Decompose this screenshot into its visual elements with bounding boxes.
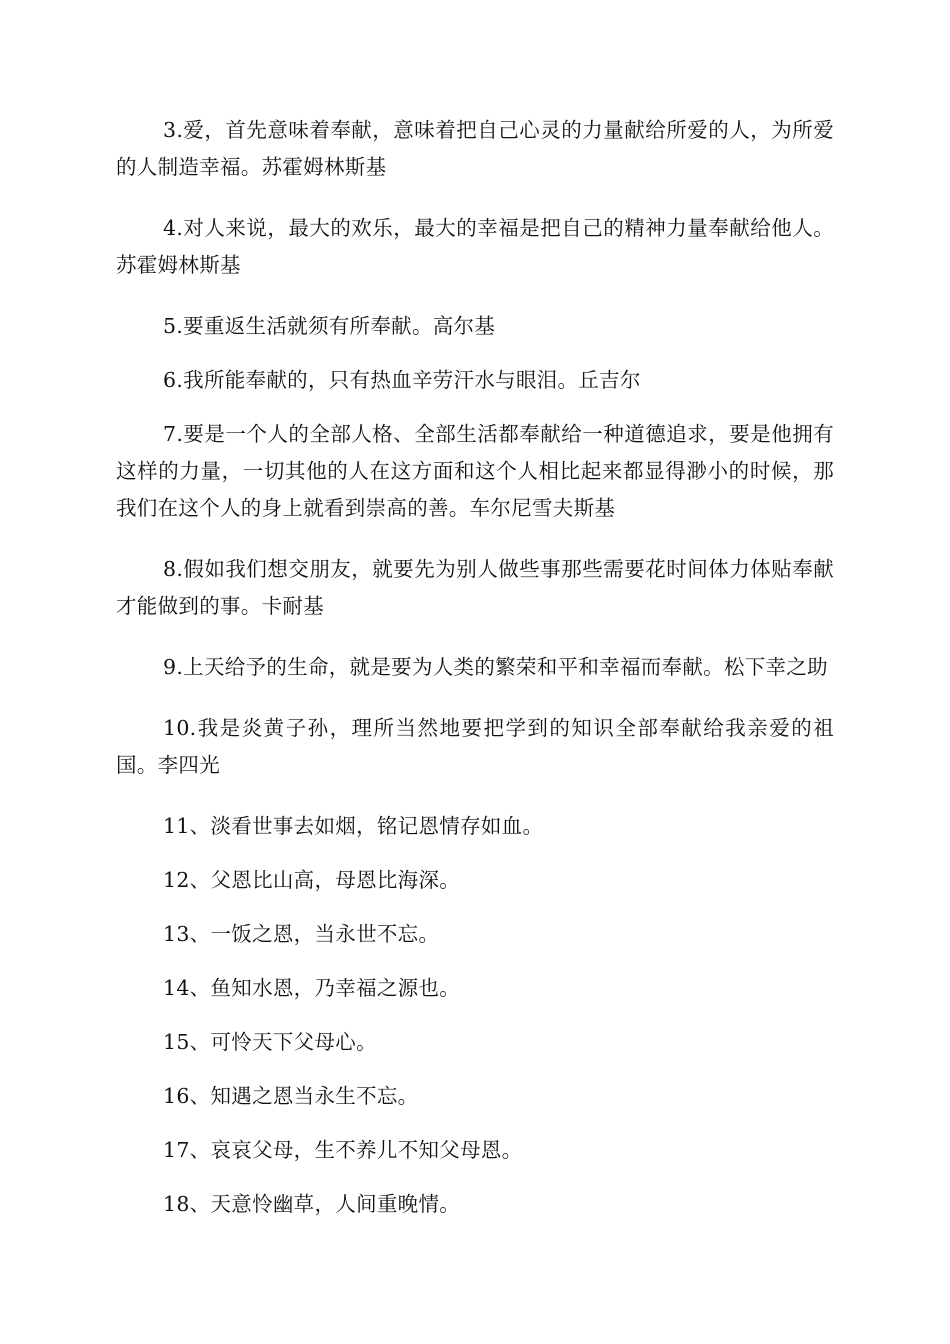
quote-paragraph-5: 5.要重返生活就须有所奉献。高尔基	[163, 314, 496, 338]
quote-paragraph-18: 18、天意怜幽草，人间重晚情。	[163, 1192, 461, 1216]
quote-paragraph-16: 16、知遇之恩当永生不忘。	[163, 1084, 419, 1108]
quote-paragraph-14: 14、鱼知水恩，乃幸福之源也。	[163, 976, 461, 1000]
quote-paragraph-15: 15、可怜天下父母心。	[163, 1030, 377, 1054]
quote-paragraph-11: 11、淡看世事去如烟，铭记恩情存如血。	[163, 814, 544, 838]
quote-paragraph-9: 9.上天给予的生命，就是要为人类的繁荣和平和幸福而奉献。松下幸之助	[163, 655, 828, 679]
quote-paragraph-4: 4.对人来说，最大的欢乐，最大的幸福是把自己的精神力量奉献给他人。苏霍姆林斯基	[116, 216, 834, 277]
quote-paragraph-12: 12、父恩比山高，母恩比海深。	[163, 868, 461, 892]
quote-paragraph-3: 3.爱，首先意味着奉献，意味着把自己心灵的力量献给所爱的人，为所爱的人制造幸福。苏霍姆林斯基	[116, 118, 834, 179]
quote-paragraph-7: 7.要是一个人的全部人格、全部生活都奉献给一种道德追求，要是他拥有这样的力量，一切其他的人在这方面和这个人相比起来都显得渺小的时候，那我们在这个人的身上就看到崇高的善。车尔尼雪夫斯基	[116, 422, 834, 520]
quote-paragraph-10: 10.我是炎黄子孙，理所当然地要把学到的知识全部奉献给我亲爱的祖国。李四光	[116, 716, 834, 777]
quote-paragraph-8: 8.假如我们想交朋友，就要先为别人做些事那些需要花时间体力体贴奉献才能做到的事。卡耐基	[116, 557, 834, 618]
quote-paragraph-13: 13、一饭之恩，当永世不忘。	[163, 922, 440, 946]
quote-paragraph-17: 17、哀哀父母，生不养儿不知父母恩。	[163, 1138, 523, 1162]
document-body	[116, 112, 834, 1240]
quote-paragraph-6: 6.我所能奉献的，只有热血辛劳汗水与眼泪。丘吉尔	[163, 368, 641, 392]
